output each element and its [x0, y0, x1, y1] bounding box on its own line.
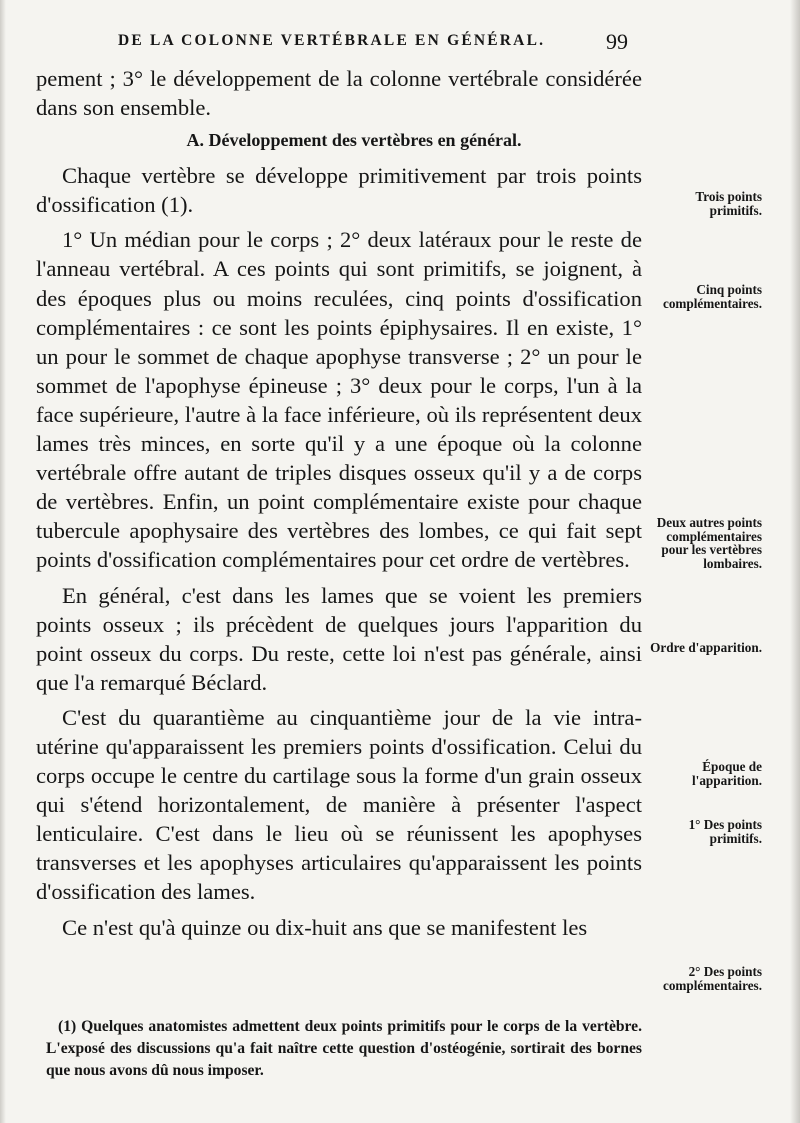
- sidenote-points-complementaires: 2° Des points complémentaires.: [662, 964, 762, 993]
- running-title: DE LA COLONNE VERTÉBRALE EN GÉNÉRAL.: [118, 32, 546, 49]
- sidenote-trois-points: Trois points primitifs.: [695, 189, 762, 218]
- paragraph-complementary-points: Ce n'est qu'à quinze ou dix-huit ans que se manifestent les: [62, 914, 588, 940]
- footnote: [46, 1016, 642, 1082]
- sidenote-points-primitifs: 1° Des points primitifs.: [688, 817, 762, 846]
- main-text: [36, 64, 642, 942]
- paragraph-time-of-appearance: C'est du quarantième au cinquantième jour de la vie intra-utérine qu'apparaissent les premiers points d'ossification. Celui du corps occupe le centre du cartilage sous la forme d'un grain osseux qui s'étend horizontalement, de manière à présenter l'aspect lenticulaire. C'est dans le lieu où se réunissent les apophyses transverses et les apophyses articulaires qu'apparaissent les points d'ossification des lames.: [36, 704, 642, 905]
- section-heading: A. Développement des vertèbres en général.: [186, 130, 522, 151]
- page-edge-right: [790, 0, 800, 1123]
- paragraph-three-points: Chaque vertèbre se développe primitivement par trois points d'ossification (1).: [36, 163, 642, 218]
- sidenote-epoque-apparition: Époque de l'apparition.: [692, 759, 762, 788]
- paragraph-ossification-points: 1° Un médian pour le corps ; 2° deux latéraux pour le reste de l'anneau vertébral. A ces points qui sont primitifs, se joignent, à des époques plus ou moins reculées, cinq points d'ossification complémentaires : ce sont les points épiphysaires. Il en existe, 1° un pour le sommet de chaque apophyse transverse ; 2° un pour le sommet de l'apophyse épineuse ; 3° deux pour le corps, l'un à la face supérieure, l'autre à la face inférieure, où ils représentent deux lames très minces, en sorte qu'il y a une époque où la colonne vertébrale offre autant de triples disques osseux qu'il y a de corps de vertèbres. Enfin, un point complémentaire existe pour chaque tubercule apophysaire des vertèbres des lombes, ce qui fait sept points d'ossification complémentaires pour cet ordre de vertèbres.: [36, 227, 642, 573]
- paragraph-order-of-appearance: En général, c'est dans les lames que se voient les premiers points osseux ; ils précèdent de quelques jours l'apparition du point osseux du corps. Du reste, cette loi n'est pas générale, ainsi que l'a remarqué Béclard.: [36, 582, 642, 695]
- page-edge-left: [0, 0, 6, 1123]
- footnote-text: (1) Quelques anatomistes admettent deux points primitifs pour le corps de la vertèbre. L'exposé des discussions qu'a fait naître cette question d'ostéogénie, sortirait des bornes que nous avons dû nous imposer.: [46, 1018, 642, 1079]
- sidenote-deux-autres-points: Deux autres points complémentaires pour les vertèbres lombaires.: [656, 515, 762, 571]
- paragraph-continuation: pement ; 3° le développement de la colonne vertébrale considérée dans son ensemble.: [36, 66, 642, 121]
- sidenote-ordre-apparition: Ordre d'apparition.: [650, 640, 762, 655]
- page-number: 99: [606, 29, 628, 54]
- page-header: [118, 30, 638, 56]
- sidenote-cinq-points: Cinq points complémentaires.: [662, 282, 762, 311]
